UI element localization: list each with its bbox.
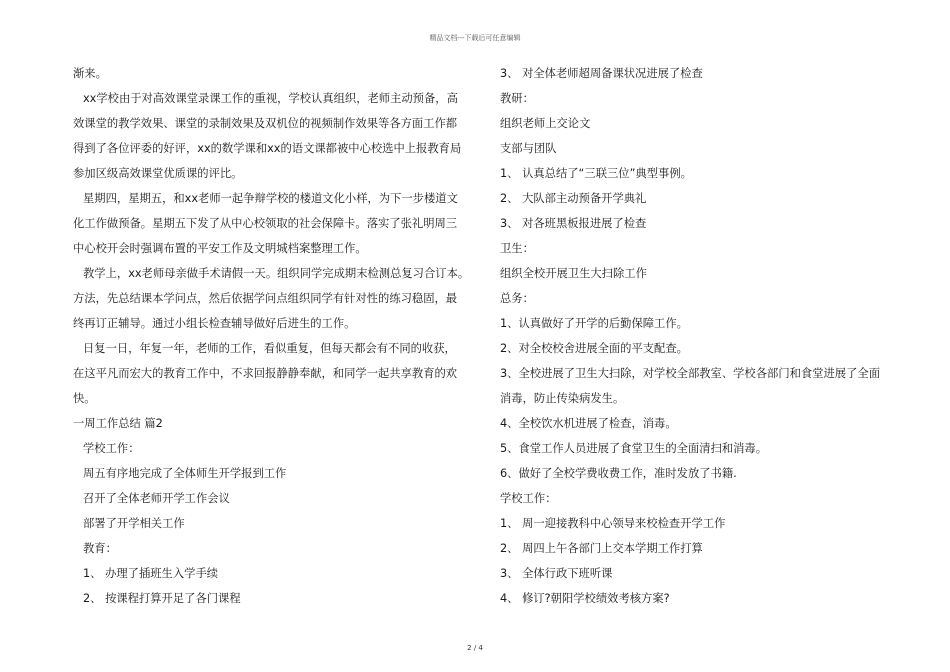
text-line: 参加区级高效课堂优质课的评比。	[73, 167, 243, 180]
list-item: 2、 按课程打算开足了各门课程	[83, 592, 241, 605]
list-item: 3、全校进展了卫生大扫除，对学校全部教室、学校各部门和食堂进展了全面	[500, 367, 880, 380]
text-line: 学校工作：	[500, 492, 557, 505]
text-line: xx学校由于对高效课堂录课工作的重视，学校认真组织，老师主动预备，高	[83, 92, 458, 105]
text-line: 召开了全体老师开学工作会议	[83, 492, 230, 505]
text-line: 卫生：	[500, 242, 534, 255]
text-line: 周五有序地完成了全体师生开学报到工作	[83, 467, 287, 480]
page-number: 2 / 4	[467, 644, 483, 652]
section-title: 一周工作总结 篇2	[73, 417, 163, 430]
text-line: 学校工作：	[83, 442, 140, 455]
text-line: 部署了开学相关工作	[83, 517, 185, 530]
list-item: 6、做好了全校学费收费工作，准时发放了书籍.	[500, 467, 737, 480]
list-item: 5、食堂工作人员进展了食堂卫生的全面清扫和消毒。	[500, 442, 768, 455]
text-line: 渐来。	[73, 67, 107, 80]
text-line: 教研：	[500, 92, 534, 105]
page-header: 精品文档---下载后可任意编辑	[429, 34, 521, 42]
list-item: 2、对全校校舍进展全面的平支配查。	[500, 342, 688, 355]
list-item: 2、 周四上午各部门上交本学期工作打算	[500, 542, 703, 555]
text-line: 得到了各位评委的好评，xx的数学课和xx的语文课都被中心校选中上报教育局	[73, 142, 462, 155]
text-line: 化工作做预备。星期五下发了从中心校领取的社会保障卡。落实了张礼明周三	[73, 217, 458, 230]
text-line: 消毒，防止传染病发生。	[500, 392, 625, 405]
text-line: 方法，先总结课本学问点，然后依据学问点组织同学有针对性的练习稳固，最	[73, 292, 458, 305]
list-item: 1、 周一迎接教科中心领导来校检查开学工作	[500, 517, 726, 530]
text-line: 组织老师上交论文	[500, 117, 591, 130]
text-line: 教育：	[83, 542, 117, 555]
text-line: 在这平凡而宏大的教育工作中，不求回报静静奉献，和同学一起共享教育的欢	[73, 367, 458, 380]
list-item: 1、 办理了插班生入学手续	[83, 567, 219, 580]
text-line: 星期四，星期五，和xx老师一起争辩学校的楼道文化小样，为下一步楼道文	[83, 192, 458, 205]
list-item: 2、 大队部主动预备开学典礼	[500, 192, 647, 205]
list-item: 3、 对各班黑板报进展了检查	[500, 217, 647, 230]
list-item: 1、认真做好了开学的后勤保障工作。	[500, 317, 688, 330]
list-item: 1、 认真总结了“三联三位”典型事例。	[500, 167, 692, 180]
text-line: 快。	[73, 392, 96, 405]
list-item: 4、 修订?朝阳学校绩效考核方案?	[500, 592, 670, 605]
text-line: 支部与团队	[500, 142, 557, 155]
list-item: 3、 全体行政下班听课	[500, 567, 613, 580]
text-line: 中心校开会时强调布置的平安工作及文明城档案整理工作。	[73, 242, 367, 255]
list-item: 4、全校饮水机进展了检查，消毒。	[500, 417, 677, 430]
text-line: 总务：	[500, 292, 534, 305]
text-line: 日复一日，年复一年，老师的工作，看似重复，但每天都会有不同的收获，	[83, 342, 456, 355]
text-line: 效课堂的教学效果、课堂的录制效果及双机位的视频制作效果等各方面工作都	[73, 117, 458, 130]
list-item: 3、 对全体老师超周备课状况进展了检查	[500, 67, 703, 80]
text-line: 终再订正辅导。通过小组长检查辅导做好后进生的工作。	[73, 317, 356, 330]
text-line: 组织全校开展卫生大扫除工作	[500, 267, 647, 280]
text-line: 教学上，xx老师母亲做手术请假一天。组织同学完成期末检测总复习合订本。	[83, 267, 470, 280]
